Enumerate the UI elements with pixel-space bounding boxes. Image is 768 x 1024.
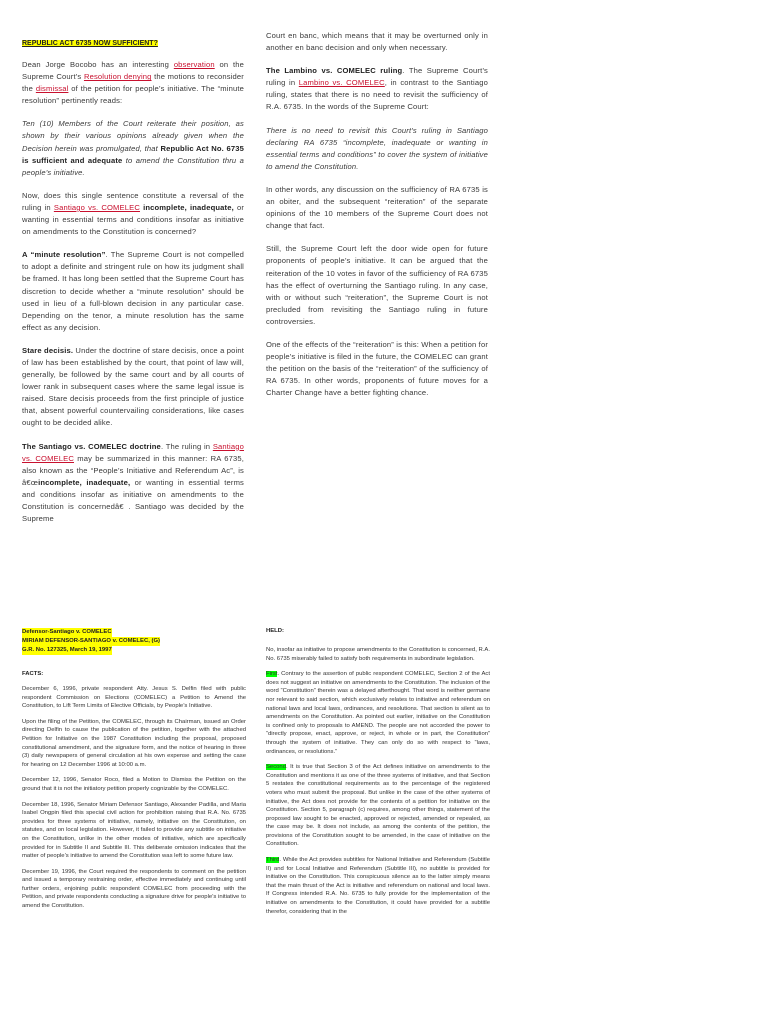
page1-right-column [266,30,488,410]
text: Under the doctrine of stare decisis, once a point of law has been established by the court, that point of law will, generally, be followed by the same court and by all courts of lower rank in subsequent cases where the same legal issue is raised. Stare decisis proceeds from the first principle of justice that, absent powerful countervailing considerations, like cases ought to be decided alike. [22,345,244,428]
case-header [22,628,246,655]
text: on the Supreme Court’s [22,60,244,82]
page2-left-column [22,628,246,918]
text: . The ruling in [160,441,213,451]
bold-text: incomplete, inadequate, [139,202,234,212]
lambino-ruling-paragraph [266,65,488,113]
section-heading: A “minute resolution” [22,250,106,260]
facts-paragraph: December 19, 1996, the Court required the respondents to comment on the petition and issued a temporary restraining order, effective immediately and continuing until further orders, enjoining public respondent COMELEC from proceeding with the Petition, and private respondents conducting a signature drive for people’s initiative to amend the Constitution. [22,868,246,910]
page2-right-column [266,628,490,923]
document-page-2 [0,600,768,1024]
text: Dean Jorge Bocobo has an interesting [22,60,174,69]
second-ground-paragraph [266,763,490,849]
minute-resolution-paragraph [22,249,244,334]
case-gr-number: G.R. No. 127325, March 19, 1997 [22,647,112,653]
case-full-title: MIRIAM DEFENSOR-SANTIAGO v. COMELEC, (G) [22,638,160,644]
facts-paragraph: December 18, 1996, Senator Miriam Defensor Santiago, Alexander Padilla, and Maria Isabel Ongpin filed this special civil action for prohibition raising that R.A. No. 6735 provides for three systems of initiative, namely, initiative on the Constitution, on statutes, and on local legislation. However, it failed to provide any subtitle on initiative on the Constitution, unlike in the other modes of initiative, which are specifically provided for in Subtitle II and Subtitle III. This deliberate omission indicates that the matter of people’s initiative to amend the Constitution was left to some future law. [22,801,246,860]
facts-paragraph: Upon the filing of the Petition, the COMELEC, through its Chairman, issued an Order directing Delfin to cause the publication of the petition, together with the attached Petition for Initiative on the 1987 Constitution including the proposal, proposed constitutional amendment, and the signature form, and the notice of hearing in three (3) daily newspapers of general circulation at his own expense and setting the case for hearing on 12 December 1996 at 10:00 a.m. [22,718,246,768]
bold-text: Republic Act No. 6735 is sufficient and adequate [22,143,244,165]
facts-paragraph: December 6, 1996, private respondent Atty. Jesus S. Delfin filed with public respondent Commission on Elections (COMELEC) a Petition to Amend the Constitution, to Lift Term Limits of Elective Officials, by People’s Initiative. [22,686,246,710]
text: . The Supreme Court’s ruling in [266,66,489,88]
text: of the petition for people’s initiative. The “minute resolution” pertinently reads: [22,84,244,106]
third-ground-paragraph [266,856,490,916]
lambino-vs-comelec-link[interactable]: Lambino vs. COMELEC [298,78,385,88]
santiago-vs-comelec-link[interactable]: Santiago vs. COMELEC [53,202,140,212]
en-banc-paragraph: Court en banc, which means that it may be overturned only in another en banc decision and only when necessary. [266,31,488,53]
text: or wanting in essential terms and conditions insofar as initiative on amendments to the Constitution is concerned? [22,202,244,237]
text: the motions to reconsider the [22,72,244,94]
text: , in contrast to the Santiago ruling, states that there is no need to revisit the sufficiency of R.A. 6735. In the words of the Supreme Court: [266,78,488,112]
effects-paragraph: One of the effects of the “reiteration” is this: When a petition for people’s initiative is filed in the future, the COMELEC can grant the petition on the basis of the “reiteration” of the sufficiency of RA 6735. In other words, proponents of future moves for a Charter Change have a better fighting chance. [266,339,488,398]
section-heading: Stare decisis. [22,345,74,355]
resolution-denying-link[interactable]: Resolution denying [83,72,152,82]
third-label: Third [266,857,280,864]
stare-decisis-paragraph [22,345,244,430]
text: or wanting in essential terms and conditions insofar as initiative on amendments to the Constitution is concernedâ€. Santiago was decided by the Supreme [22,477,244,524]
text: . It is true that Section 3 of the Act defines initiative on amendments to the Constitution and mentions it as one of the three systems of initiative, and that Section 5 restates the constitutional requirements as to the percentage of the registered voters who must submit the proposal. But unlike in the case of the other systems of initiative, the Act does not provide for the contents of a petition for initiative on the Constitution. Section 5, paragraph (c) requires, among other things, statement of the proposed law sought to be enacted, approved or rejected, amended or repealed, as the case may be. It does not include, as among the contents of the petition, the provisions of the Constitution sought to be amended, in the case of initiative on the Constitution. [266,764,490,848]
intro-paragraph [22,59,244,107]
page1-left-column [22,32,244,536]
section-heading: The Lambino vs. COMELEC ruling [266,66,403,76]
text: . The Supreme Court is not compelled to adopt a definite and stringent rule on how its judgment shall be framed. It has long been settled that the Supreme Court has discretion to decide whether a “minute resolution” should be used in lieu of a full-blown decision in any particular case. Depending on the tenor, a minute resolution has the same effect as any decision. [22,250,244,332]
lambino-quote: There is no need to revisit this Court’s ruling in Santiago declaring RA 6735 “incomplete, inadequate or wanting in essential terms and conditions” to cover the system of initiative to amend the Constitution. [266,125,488,171]
case-title: Defensor-Santiago v. COMELEC [22,629,112,635]
santiago-vs-comelec-link-2[interactable]: Santiago vs. COMELEC [22,441,244,463]
facts-paragraph: December 12, 1996, Senator Roco, filed a Motion to Dismiss the Petition on the ground that it is not the initiatory petition properly cognizable by the COMELEC. [22,777,246,792]
obiter-paragraph: In other words, any discussion on the sufficiency of RA 6735 is an obiter, and the subsequent “reiteration” of the separate opinions of the 10 members of the Supreme Court does not change that fact. [266,184,488,231]
first-label: First [266,671,278,678]
text: may be summarized in this manner: RA 6735, also known as the “People’s Initiative and Referendum Ac”, is â€œ [22,453,244,487]
second-label: Second [266,764,286,771]
observation-link[interactable]: observation [173,60,215,69]
text: Now, does this single sentence constitute a reversal of the ruling in [22,190,244,212]
bold-text: incomplete, inadequate, [38,477,131,487]
held-label: HELD: [266,628,284,634]
section-heading: The Santiago vs. COMELEC doctrine [22,441,161,451]
held-paragraph: No, insofar as initiative to propose amendments to the Constitution is concerned, R.A. No. 6735 miserably failed to satisfy both requirements in subordinate legislation. [266,647,490,662]
santiago-doctrine-paragraph [22,441,244,526]
reversal-question-paragraph [22,190,244,238]
facts-label: FACTS: [22,671,44,677]
text: . While the Act provides subtitles for National Initiative and Referendum (Subtitle II) and for Local Initiative and Referendum (Subtitle III), no subtitle is provided for initiative on the Constitution. This conspicuous silence as to the latter simply means that the main thrust of the Act is initiative and referendum on national and local laws. If Congress intended R.A. No. 6735 to fully provide for the implementation of the initiative on amendments to the Constitution, it could have provided for a subtitle therefor, considering that in the [266,857,490,915]
text: to amend the Constitution thru a people’s initiative. [22,155,244,177]
first-ground-paragraph [266,670,490,756]
article-title: REPUBLIC ACT 6735 NOW SUFFICIENT? [22,40,158,47]
door-open-paragraph: Still, the Supreme Court left the door wide open for future proponents of people’s initiative. It can be argued that the reiteration of the 10 votes in favor of the sufficiency of RA 6735 has the effect of overturning the Santiago ruling. In any case, with or without such “reiteration”, the Supreme Court is not precluded from revisiting the Santiago ruling in future controversies. [266,244,488,326]
text: Ten (10) Members of the Court reiterate their position, as shown by their various opinions already given when the Decision herein was promulgated, that [22,119,244,153]
dismissal-link[interactable]: dismissal [35,84,69,94]
minute-resolution-quote [22,118,244,178]
text: . Contrary to the assertion of public respondent COMELEC, Section 2 of the Act does not suggest an initiative on amendments to the Constitution. The inclusion of the word “Constitution” therein was a delayed afterthought. That word is neither germane nor relevant to said section, which exclusively relates to initiative and referendum on national laws and local laws, ordinances, and resolutions. That section is silent as to amendments on the Constitution. As pointed out earlier, initiative on the Constitution is confined only to proposals to AMEND. The people are not accorded the power to “directly propose, enact, approve, or reject, in whole or in part, the Constitution” through the system of initiative. They can only do so with respect to “laws, ordinances, or resolutions.” [266,671,490,755]
